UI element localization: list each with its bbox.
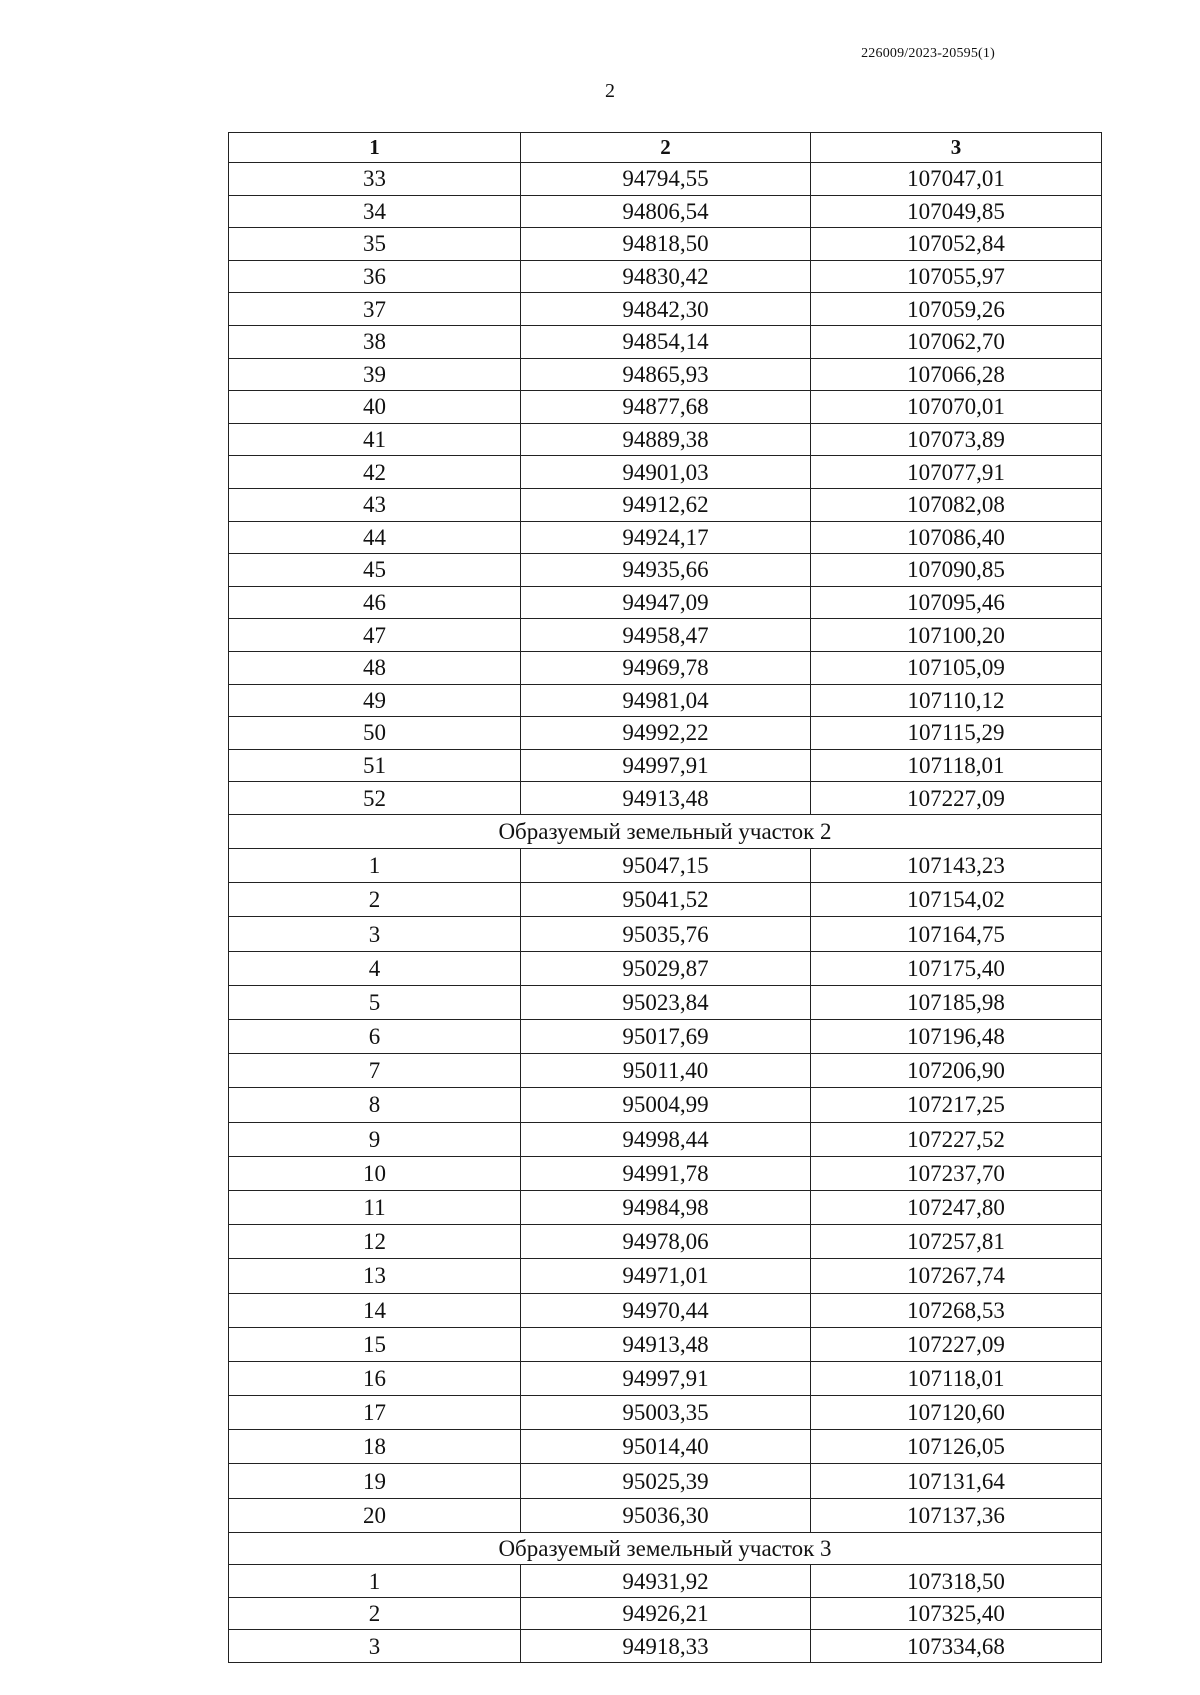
point-number-cell: 11 [229, 1190, 521, 1224]
document-id: 226009/2023-20595(1) [861, 46, 995, 61]
point-number-cell: 46 [229, 586, 521, 619]
x-coordinate-cell: 95025,39 [521, 1464, 811, 1498]
table-row [229, 717, 1102, 750]
point-number-cell: 20 [229, 1498, 521, 1532]
table-row [229, 163, 1102, 196]
x-coordinate-cell: 94984,98 [521, 1190, 811, 1224]
y-coordinate-cell: 107052,84 [811, 228, 1102, 261]
column-header-1: 1 [229, 133, 521, 163]
point-number-cell: 40 [229, 391, 521, 424]
y-coordinate-cell: 107196,48 [811, 1020, 1102, 1054]
y-coordinate-cell: 107175,40 [811, 951, 1102, 985]
x-coordinate-cell: 94854,14 [521, 325, 811, 358]
point-number-cell: 34 [229, 195, 521, 228]
table-row [229, 391, 1102, 424]
point-number-cell: 50 [229, 717, 521, 750]
table-row [229, 521, 1102, 554]
point-number-cell: 19 [229, 1464, 521, 1498]
point-number-cell: 33 [229, 163, 521, 196]
y-coordinate-cell: 107110,12 [811, 684, 1102, 717]
y-coordinate-cell: 107185,98 [811, 985, 1102, 1019]
point-number-cell: 43 [229, 488, 521, 521]
coordinates-table [228, 132, 1102, 1663]
x-coordinate-cell: 94997,91 [521, 749, 811, 782]
y-coordinate-cell: 107070,01 [811, 391, 1102, 424]
point-number-cell: 10 [229, 1156, 521, 1190]
column-header-3: 3 [811, 133, 1102, 163]
y-coordinate-cell: 107059,26 [811, 293, 1102, 326]
point-number-cell: 39 [229, 358, 521, 391]
point-number-cell: 41 [229, 423, 521, 456]
table-row [229, 325, 1102, 358]
table-header [229, 133, 1102, 163]
point-number-cell: 44 [229, 521, 521, 554]
table-row [229, 423, 1102, 456]
x-coordinate-cell: 95004,99 [521, 1088, 811, 1122]
point-number-cell: 3 [229, 917, 521, 951]
x-coordinate-cell: 95014,40 [521, 1430, 811, 1464]
table-row [229, 1464, 1102, 1498]
point-number-cell: 35 [229, 228, 521, 261]
table-row [229, 1122, 1102, 1156]
y-coordinate-cell: 107120,60 [811, 1396, 1102, 1430]
table-row [229, 1156, 1102, 1190]
x-coordinate-cell: 94913,48 [521, 782, 811, 815]
table-row [229, 1259, 1102, 1293]
y-coordinate-cell: 107137,36 [811, 1498, 1102, 1532]
y-coordinate-cell: 107105,09 [811, 651, 1102, 684]
point-number-cell: 5 [229, 985, 521, 1019]
y-coordinate-cell: 107126,05 [811, 1430, 1102, 1464]
y-coordinate-cell: 107047,01 [811, 163, 1102, 196]
table-row [229, 1327, 1102, 1361]
y-coordinate-cell: 107164,75 [811, 917, 1102, 951]
point-number-cell: 17 [229, 1396, 521, 1430]
table-row [229, 951, 1102, 985]
point-number-cell: 52 [229, 782, 521, 815]
y-coordinate-cell: 107073,89 [811, 423, 1102, 456]
table-row [229, 684, 1102, 717]
point-number-cell: 2 [229, 1597, 521, 1630]
y-coordinate-cell: 107090,85 [811, 554, 1102, 587]
y-coordinate-cell: 107267,74 [811, 1259, 1102, 1293]
table-row [229, 749, 1102, 782]
point-number-cell: 13 [229, 1259, 521, 1293]
x-coordinate-cell: 94981,04 [521, 684, 811, 717]
table-row [229, 554, 1102, 587]
x-coordinate-cell: 95003,35 [521, 1396, 811, 1430]
y-coordinate-cell: 107062,70 [811, 325, 1102, 358]
x-coordinate-cell: 95036,30 [521, 1498, 811, 1532]
table-row [229, 1020, 1102, 1054]
x-coordinate-cell: 94830,42 [521, 260, 811, 293]
table-row [229, 1054, 1102, 1088]
point-number-cell: 1 [229, 849, 521, 883]
x-coordinate-cell: 94794,55 [521, 163, 811, 196]
x-coordinate-cell: 94913,48 [521, 1327, 811, 1361]
x-coordinate-cell: 94997,91 [521, 1361, 811, 1395]
point-number-cell: 38 [229, 325, 521, 358]
parcel-2-points [229, 814, 1102, 1532]
y-coordinate-cell: 107082,08 [811, 488, 1102, 521]
y-coordinate-cell: 107227,09 [811, 1327, 1102, 1361]
x-coordinate-cell: 95047,15 [521, 849, 811, 883]
x-coordinate-cell: 95041,52 [521, 883, 811, 917]
y-coordinate-cell: 107100,20 [811, 619, 1102, 652]
point-number-cell: 4 [229, 951, 521, 985]
table-row [229, 293, 1102, 326]
point-number-cell: 9 [229, 1122, 521, 1156]
x-coordinate-cell: 94889,38 [521, 423, 811, 456]
x-coordinate-cell: 94842,30 [521, 293, 811, 326]
table-row [229, 849, 1102, 883]
y-coordinate-cell: 107131,64 [811, 1464, 1102, 1498]
x-coordinate-cell: 94998,44 [521, 1122, 811, 1156]
y-coordinate-cell: 107318,50 [811, 1565, 1102, 1598]
table-row [229, 883, 1102, 917]
y-coordinate-cell: 107257,81 [811, 1225, 1102, 1259]
x-coordinate-cell: 95029,87 [521, 951, 811, 985]
y-coordinate-cell: 107154,02 [811, 883, 1102, 917]
x-coordinate-cell: 94918,33 [521, 1630, 811, 1663]
point-number-cell: 16 [229, 1361, 521, 1395]
point-number-cell: 6 [229, 1020, 521, 1054]
y-coordinate-cell: 107325,40 [811, 1597, 1102, 1630]
header-row [229, 133, 1102, 163]
point-number-cell: 18 [229, 1430, 521, 1464]
table-row [229, 456, 1102, 489]
table-row [229, 488, 1102, 521]
table-row [229, 1361, 1102, 1395]
x-coordinate-cell: 94947,09 [521, 586, 811, 619]
table-row [229, 1396, 1102, 1430]
table-row [229, 586, 1102, 619]
x-coordinate-cell: 94991,78 [521, 1156, 811, 1190]
point-number-cell: 48 [229, 651, 521, 684]
point-number-cell: 49 [229, 684, 521, 717]
point-number-cell: 14 [229, 1293, 521, 1327]
y-coordinate-cell: 107217,25 [811, 1088, 1102, 1122]
table-row [229, 1225, 1102, 1259]
section-title: Образуемый земельный участок 3 [229, 1532, 1102, 1565]
table-row [229, 1190, 1102, 1224]
y-coordinate-cell: 107095,46 [811, 586, 1102, 619]
point-number-cell: 51 [229, 749, 521, 782]
x-coordinate-cell: 95017,69 [521, 1020, 811, 1054]
x-coordinate-cell: 95035,76 [521, 917, 811, 951]
table-row [229, 782, 1102, 815]
table-row [229, 260, 1102, 293]
point-number-cell: 8 [229, 1088, 521, 1122]
point-number-cell: 37 [229, 293, 521, 326]
x-coordinate-cell: 94931,92 [521, 1565, 811, 1598]
point-number-cell: 2 [229, 883, 521, 917]
point-number-cell: 42 [229, 456, 521, 489]
x-coordinate-cell: 94818,50 [521, 228, 811, 261]
section-header-row [229, 1532, 1102, 1565]
table-row [229, 985, 1102, 1019]
parcel-3-points [229, 1532, 1102, 1662]
table-row [229, 1088, 1102, 1122]
y-coordinate-cell: 107118,01 [811, 1361, 1102, 1395]
x-coordinate-cell: 94924,17 [521, 521, 811, 554]
point-number-cell: 7 [229, 1054, 521, 1088]
y-coordinate-cell: 107077,91 [811, 456, 1102, 489]
y-coordinate-cell: 107334,68 [811, 1630, 1102, 1663]
y-coordinate-cell: 107066,28 [811, 358, 1102, 391]
table-row [229, 1565, 1102, 1598]
x-coordinate-cell: 94971,01 [521, 1259, 811, 1293]
x-coordinate-cell: 94901,03 [521, 456, 811, 489]
point-number-cell: 12 [229, 1225, 521, 1259]
x-coordinate-cell: 94806,54 [521, 195, 811, 228]
parcel-1-points [229, 163, 1102, 815]
section-header-row [229, 814, 1102, 848]
y-coordinate-cell: 107247,80 [811, 1190, 1102, 1224]
x-coordinate-cell: 94926,21 [521, 1597, 811, 1630]
x-coordinate-cell: 94935,66 [521, 554, 811, 587]
y-coordinate-cell: 107118,01 [811, 749, 1102, 782]
y-coordinate-cell: 107227,52 [811, 1122, 1102, 1156]
table-row [229, 1597, 1102, 1630]
table-row [229, 651, 1102, 684]
y-coordinate-cell: 107143,23 [811, 849, 1102, 883]
point-number-cell: 45 [229, 554, 521, 587]
point-number-cell: 15 [229, 1327, 521, 1361]
page-number: 2 [605, 80, 615, 102]
table-row [229, 1430, 1102, 1464]
table-row [229, 619, 1102, 652]
x-coordinate-cell: 95011,40 [521, 1054, 811, 1088]
point-number-cell: 3 [229, 1630, 521, 1663]
table-row [229, 917, 1102, 951]
x-coordinate-cell: 95023,84 [521, 985, 811, 1019]
table-row [229, 228, 1102, 261]
y-coordinate-cell: 107055,97 [811, 260, 1102, 293]
point-number-cell: 47 [229, 619, 521, 652]
table-row [229, 1498, 1102, 1532]
x-coordinate-cell: 94877,68 [521, 391, 811, 424]
table-row [229, 1293, 1102, 1327]
column-header-2: 2 [521, 133, 811, 163]
x-coordinate-cell: 94865,93 [521, 358, 811, 391]
point-number-cell: 36 [229, 260, 521, 293]
y-coordinate-cell: 107049,85 [811, 195, 1102, 228]
x-coordinate-cell: 94978,06 [521, 1225, 811, 1259]
y-coordinate-cell: 107115,29 [811, 717, 1102, 750]
table-row [229, 358, 1102, 391]
table-row [229, 1630, 1102, 1663]
point-number-cell: 1 [229, 1565, 521, 1598]
y-coordinate-cell: 107086,40 [811, 521, 1102, 554]
x-coordinate-cell: 94992,22 [521, 717, 811, 750]
table-row [229, 195, 1102, 228]
x-coordinate-cell: 94969,78 [521, 651, 811, 684]
x-coordinate-cell: 94912,62 [521, 488, 811, 521]
y-coordinate-cell: 107227,09 [811, 782, 1102, 815]
y-coordinate-cell: 107268,53 [811, 1293, 1102, 1327]
x-coordinate-cell: 94958,47 [521, 619, 811, 652]
y-coordinate-cell: 107237,70 [811, 1156, 1102, 1190]
y-coordinate-cell: 107206,90 [811, 1054, 1102, 1088]
section-title: Образуемый земельный участок 2 [229, 814, 1102, 848]
x-coordinate-cell: 94970,44 [521, 1293, 811, 1327]
